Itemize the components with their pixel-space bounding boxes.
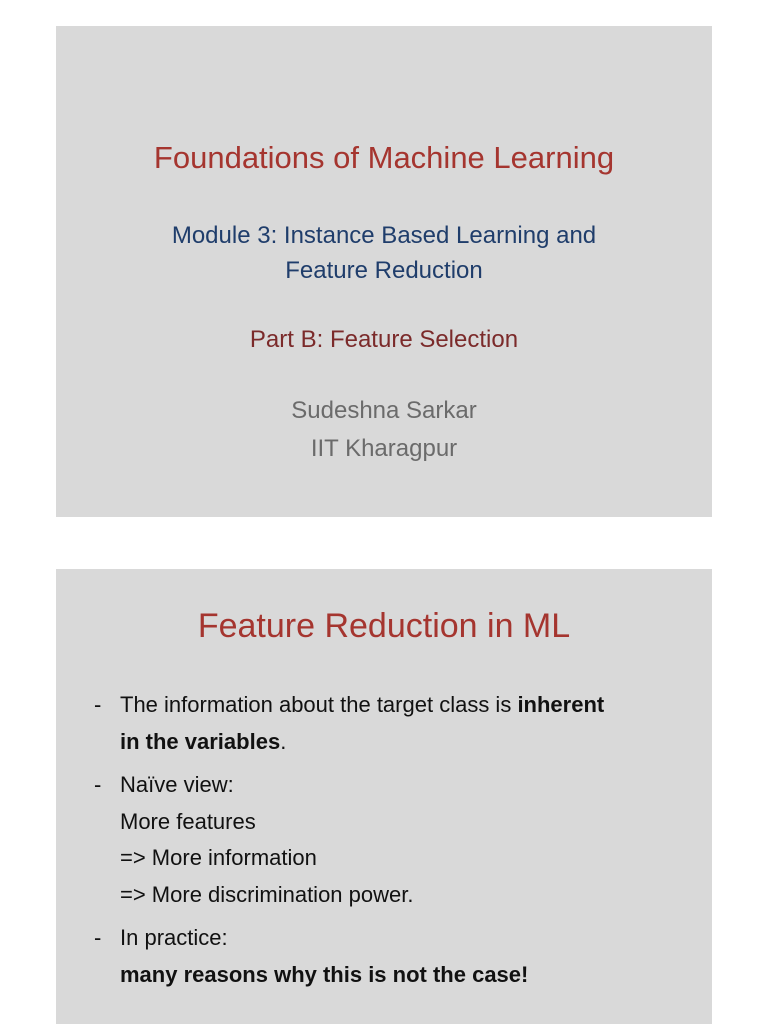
bullet-marker: - xyxy=(94,925,102,950)
module-line-1: Module 3: Instance Based Learning and xyxy=(171,222,597,249)
slide-heading: Feature Reduction in ML xyxy=(197,607,571,645)
bullet-line: => More information xyxy=(120,845,317,870)
bullet-item-target-class xyxy=(94,687,682,760)
module-line-2: Feature Reduction xyxy=(285,257,483,284)
bullet-marker: - xyxy=(94,772,102,797)
author-affiliation: IIT Kharagpur xyxy=(310,435,458,462)
presentation-title: Foundations of Machine Learning xyxy=(153,140,615,175)
bullet-item-naive-view xyxy=(94,767,682,913)
bullet-marker: - xyxy=(94,692,102,717)
bullet-bold-line: many reasons why this is not the case! xyxy=(120,961,529,987)
bullet-line: More features xyxy=(120,808,256,834)
bullet-bold-text: inherent xyxy=(517,692,605,717)
slide-feature-reduction xyxy=(56,569,712,1024)
bullet-text: The information about the target class is xyxy=(120,692,518,717)
author-name: Sudeshna Sarkar xyxy=(291,397,477,424)
part-heading: Part B: Feature Selection xyxy=(249,326,519,353)
bullet-item-in-practice xyxy=(94,920,682,993)
bullet-line: => More discrimination power. xyxy=(120,881,414,907)
author-block xyxy=(56,392,712,468)
bullet-line: In practice: xyxy=(120,925,228,950)
slide-title xyxy=(56,26,712,517)
module-heading xyxy=(116,218,652,288)
bullet-period: . xyxy=(280,728,287,754)
bullet-list xyxy=(94,687,682,1000)
bullet-line: Naïve view: xyxy=(120,772,234,797)
bullet-bold-text-2: in the variables xyxy=(120,728,281,754)
